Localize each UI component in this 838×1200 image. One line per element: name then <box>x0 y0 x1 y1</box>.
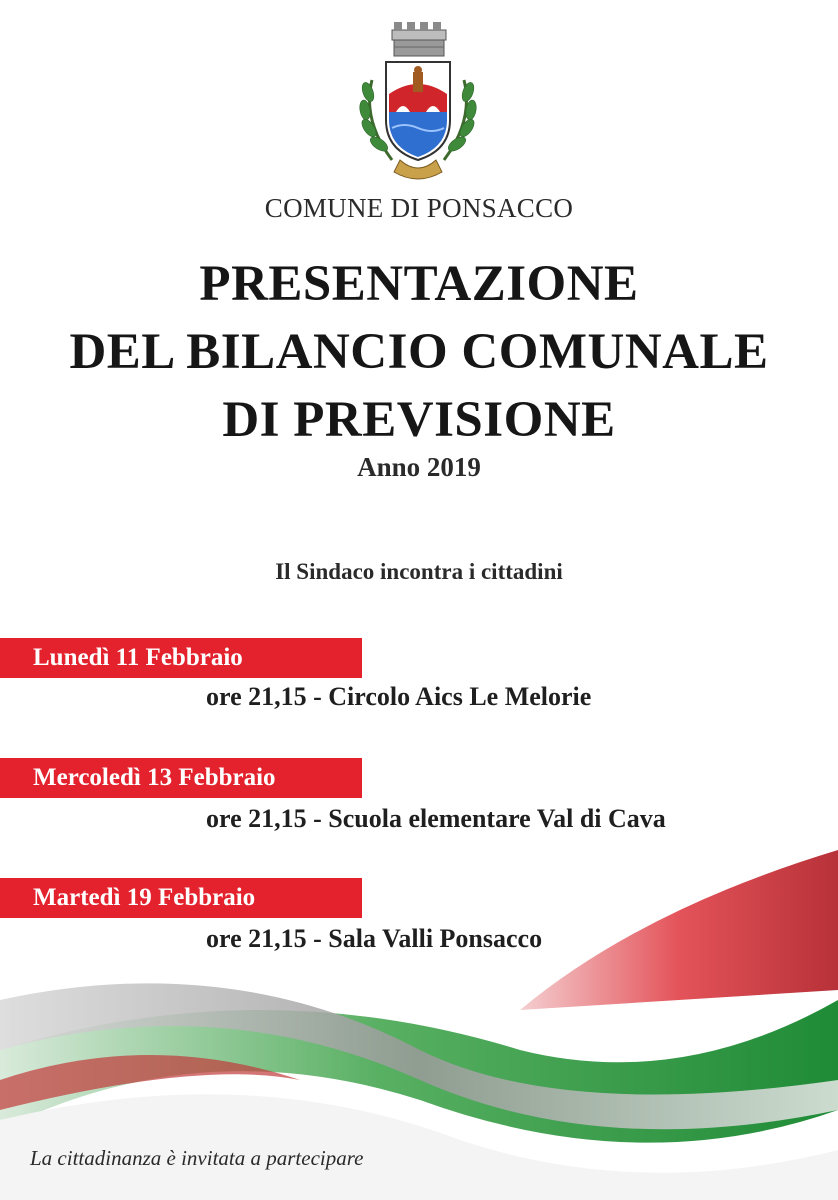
event-detail-3: ore 21,15 - Sala Valli Ponsacco <box>206 924 543 953</box>
title-line-2: DEL BILANCIO COMUNALE <box>69 324 769 380</box>
event-date-3: Martedì 19 Febbraio <box>0 878 362 918</box>
title-line-3: DI PREVISIONE <box>222 392 616 448</box>
crown-icon <box>392 22 446 56</box>
ribbon-icon <box>394 160 442 179</box>
event-date-1: Lunedì 11 Febbraio <box>0 638 362 678</box>
footer-invitation: La cittadinanza è invitata a partecipare <box>30 1146 364 1170</box>
event-date-2: Mercoledì 13 Febbraio <box>0 758 362 798</box>
municipality-name: COMUNE DI PONSACCO <box>264 193 574 223</box>
event-detail-2: ore 21,15 - Scuola elementare Val di Cava <box>206 804 666 833</box>
event-detail-1: ore 21,15 - Circolo Aics Le Melorie <box>206 682 592 711</box>
subtitle: Il Sindaco incontra i cittadini <box>275 559 563 584</box>
year-label: Anno 2019 <box>357 452 481 482</box>
shield-icon <box>386 62 450 160</box>
page-title <box>0 250 838 454</box>
title-line-1: PRESENTAZIONE <box>199 256 639 312</box>
coat-of-arms-icon <box>352 10 484 190</box>
